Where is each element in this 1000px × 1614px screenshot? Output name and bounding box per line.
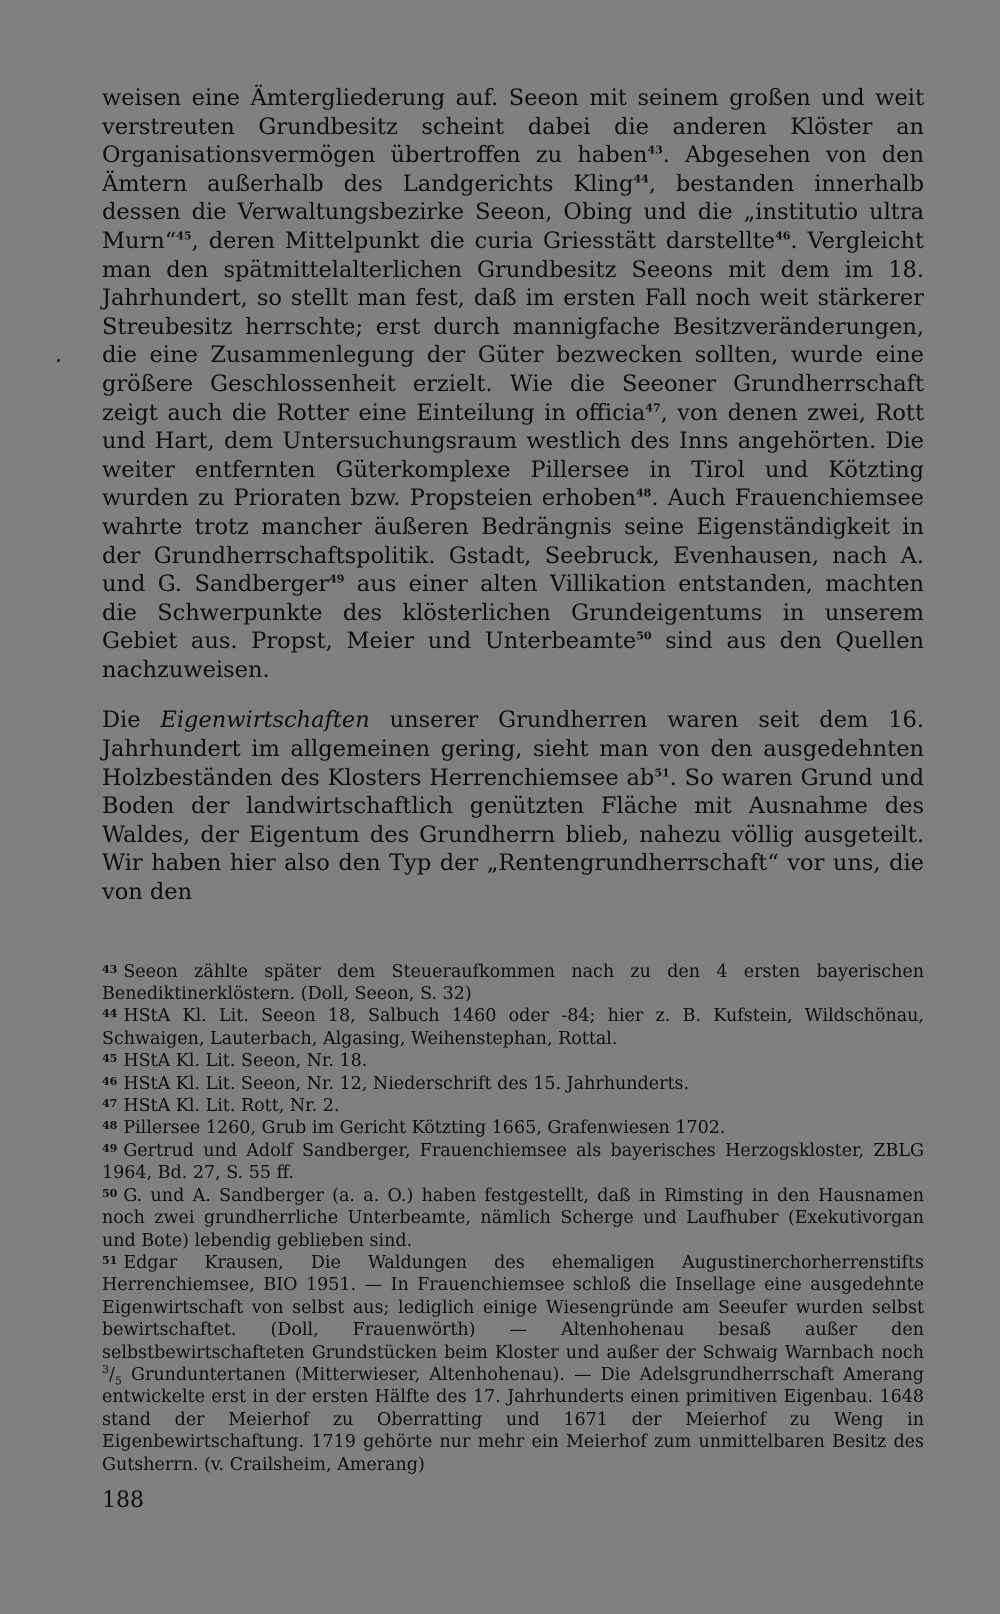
footnote-text: Seeon zählte später dem Steueraufkommen nach zu den 4 ersten bayerischen Benediktinerklöstern. (Doll, Seeon, S. 32)	[102, 961, 924, 1005]
footnote-text: HStA Kl. Lit. Seeon, Nr. 18.	[123, 1051, 368, 1072]
footnote-text: Gertrud und Adolf Sandberger, Frauenchiemsee als bayerisches Herzogskloster, ZBLG 1964, Bd. 27, S. 55 ff.	[102, 1140, 924, 1184]
page-body	[102, 84, 924, 1476]
footnote-51	[102, 1252, 924, 1476]
footnote-ref-44: 44	[633, 172, 649, 186]
stray-mark	[57, 359, 60, 362]
footnote-number: 47	[102, 1097, 118, 1111]
footnote-45	[102, 1050, 924, 1072]
footnote-50	[102, 1185, 924, 1252]
footnote-number: 45	[102, 1052, 118, 1066]
footnote-ref-51: 51	[654, 766, 670, 780]
text-run: , deren Mittelpunkt die curia Griesstätt darstellte	[191, 227, 776, 254]
footnote-number: 46	[102, 1074, 118, 1088]
footnote-number: 49	[102, 1141, 118, 1155]
text-run: weisen eine Ämtergliederung auf. Seeon mit seinem großen und weit verstreuten Grundbesitz scheint dabei die anderen Klöster an Organisationsvermögen übertroffen zu haben	[102, 85, 924, 169]
footnote-text: Pillersee 1260, Grub im Gericht Kötzting 1665, Grafenwiesen 1702.	[123, 1118, 726, 1139]
text-run: aus einer alten Villikation entstanden, machten die Schwerpunkte des klösterlichen Grundeigentums in unserem Gebiet aus. Propst, Meier und Unterbeamte	[102, 571, 924, 655]
fraction-denominator: 5	[114, 1374, 122, 1388]
footnote-ref-46: 46	[775, 229, 791, 243]
footnotes	[102, 961, 924, 1476]
text-run: Die	[102, 707, 161, 734]
footnote-ref-48: 48	[636, 486, 652, 500]
paragraph-1	[102, 84, 924, 684]
text-run: unserer Grundherren waren seit dem 16. Jahrhundert im allgemeinen gering, sieht man von den ausgedehnten Holzbeständen des Klosters Herrenchiemsee ab	[102, 707, 924, 791]
paragraph-2	[102, 706, 924, 906]
footnote-number: 44	[102, 1007, 118, 1021]
footnote-47	[102, 1095, 924, 1117]
footnote-48	[102, 1117, 924, 1139]
footnote-43	[102, 961, 924, 1006]
text-run: , bestanden innerhalb dessen die Verwaltungsbezirke Seeon, Obing und die „institutio ultra Murn“	[102, 170, 924, 254]
text-run: . Abgesehen von den Ämtern außerhalb des Landgerichts Kling	[102, 142, 924, 197]
footnote-ref-50: 50	[636, 629, 652, 643]
footnote-44	[102, 1005, 924, 1050]
footnote-ref-43: 43	[647, 143, 663, 157]
footnote-number: 43	[102, 962, 118, 976]
fraction: $^3/_5$	[102, 1363, 122, 1388]
footnote-text: Edgar Krausen, Die Waldungen des ehemaligen Augustinerchorherrenstifts Herrenchiemsee, BIO 1951. — In Frauenchiemsee schloß die Insellage eine ausgedehnte Eigenwirtschaft von selbst aus; lediglich einige Wiesengründe am Seeufer wurden selbst bewirtschaftet. (Doll, Frauenwörth) — Altenhohenau besaß außer den selbstbewirtschafteten Grundstücken beim Kloster und außer der Schwaig Warnbach noch	[102, 1252, 924, 1363]
fraction-numerator: 3	[102, 1363, 109, 1377]
emphasized-term: Eigenwirtschaften	[160, 707, 370, 734]
footnote-ref-49: 49	[329, 572, 345, 586]
text-run: sind aus den Quellen nachzuweisen.	[102, 628, 925, 683]
footnote-text: HStA Kl. Lit. Rott, Nr. 2.	[123, 1096, 340, 1117]
footnote-number: 50	[102, 1186, 118, 1200]
footnote-text: HStA Kl. Lit. Seeon 18, Salbuch 1460 oder -84; hier z. B. Kufstein, Wildschönau, Schwaigen, Lauterbach, Algasing, Weihenstephan, Rottal.	[102, 1006, 924, 1049]
text-run: . So waren Grund und Boden der landwirtschaftlich genützten Fläche mit Ausnahme des Waldes, der Eigentum des Grundherrn blieb, nahezu völlig ausgeteilt. Wir haben hier also den Typ der „Rentengrundherrschaft“ vor uns, die von den	[102, 764, 924, 906]
text-run: . Auch Frauenchiemsee wahrte trotz mancher äußeren Bedrängnis seine Eigenständigkeit in der Grundherrschaftspolitik. Gstadt, Seebruck, Evenhausen, nach A. und G. Sandberger	[102, 485, 924, 598]
footnote-text: G. und A. Sandberger (a. a. O.) haben festgestellt, daß in Rimsting in den Hausnamen noch zwei grundherrliche Unterbeamte, nämlich Scherge und Laufhuber (Exekutivorgan und Bote) lebendig geblieben sind.	[102, 1185, 924, 1251]
text-run: , von denen zwei, Rott und Hart, dem Untersuchungsraum westlich des Inns angehörten. Die weiter entfernten Güterkomplexe Pillersee in Tirol und Kötzting wurden zu Prioraten bzw. Propsteien erhoben	[102, 399, 925, 512]
footnote-text: HStA Kl. Lit. Seeon, Nr. 12, Niederschrift des 15. Jahrhunderts.	[123, 1073, 690, 1094]
footnote-text: Grunduntertanen (Mitterwieser, Altenhohenau). — Die Adelsgrundherrschaft Amerang entwickelte erst in der ersten Hälfte des 17. Jahrhunderts einen primitiven Eigenbau. 1648 stand der Meierhof zu Oberratting und 1671 der Meierhof zu Weng in Eigenbewirtschaftung. 1719 gehörte nur mehr ein Meierhof zum unmittelbaren Besitz des Gutsherrn. (v. Crailsheim, Amerang)	[102, 1364, 924, 1475]
footnote-ref-47: 47	[645, 401, 661, 415]
footnote-ref-45: 45	[176, 229, 192, 243]
footnote-49	[102, 1140, 924, 1185]
page-number: 188	[102, 1488, 144, 1513]
footnote-number: 48	[102, 1119, 118, 1133]
text-run: . Vergleicht man den spätmittelalterlichen Grundbesitz Seeons mit dem im 18. Jahrhundert, so stellt man fest, daß im ersten Fall noch weit stärkerer Streubesitz herrschte; erst durch mannigfache Besitzveränderungen, die eine Zusammenlegung der Güter bezwecken sollten, wurde eine größere Geschlossenheit erzielt. Wie die Seeoner Grundherrschaft zeigt auch die Rotter eine Einteilung in officia	[102, 227, 924, 426]
footnote-number: 51	[102, 1253, 118, 1267]
footnote-46	[102, 1073, 924, 1095]
